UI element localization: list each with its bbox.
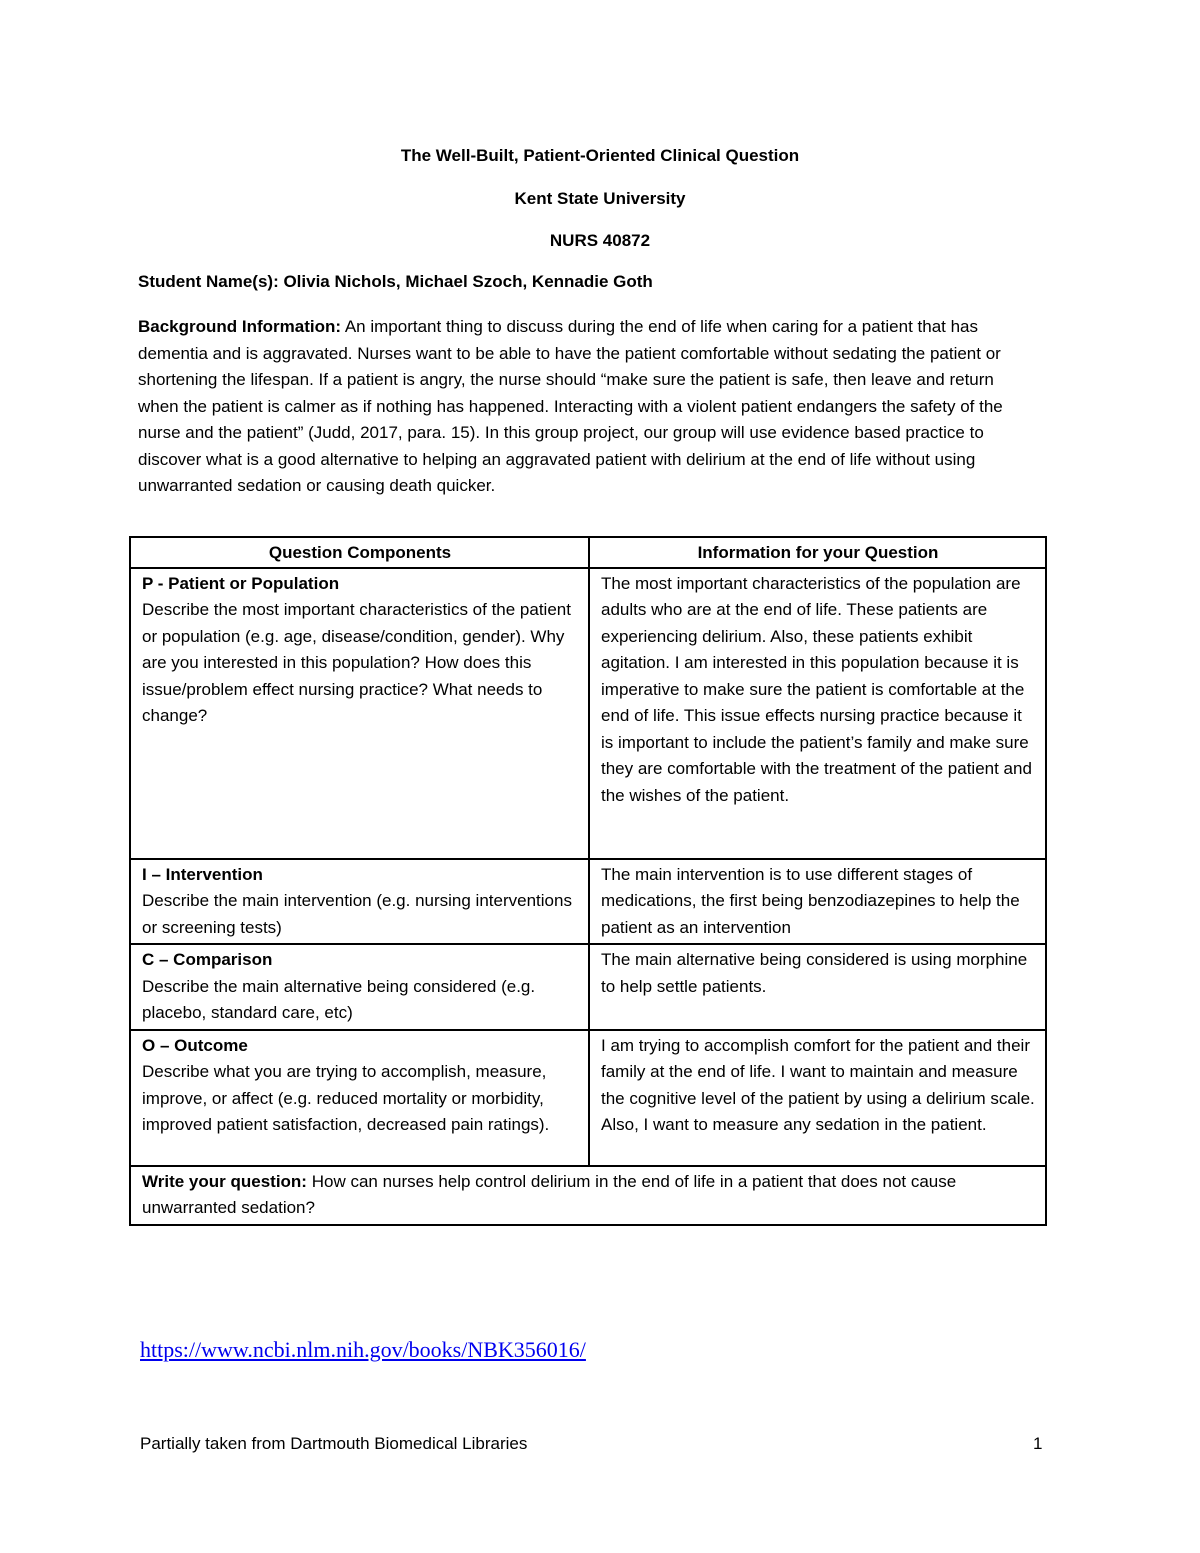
component-title: O – Outcome bbox=[142, 1035, 248, 1055]
table-row bbox=[130, 944, 1046, 1030]
question-row bbox=[130, 1166, 1046, 1225]
question-label: Write your question: bbox=[142, 1171, 307, 1191]
background-information bbox=[138, 314, 1038, 500]
answer-cell: The most important characteristics of the population are adults who are at the end of life. These patients are experiencing delirium. Also, these patients exhibit agitation. I am interested in this population because it is imperative to make sure the patient is comfortable at the end of life. This issue effects nursing practice because it is important to include the patient’s family and make sure they are comfortable with the treatment of the patient and the wishes of the patient. bbox=[589, 568, 1046, 859]
course-code: NURS 40872 bbox=[549, 231, 651, 250]
document-title: The Well-Built, Patient-Oriented Clinical Question bbox=[400, 146, 800, 165]
reference-link[interactable]: https://www.ncbi.nlm.nih.gov/books/NBK356016/ bbox=[140, 1337, 586, 1362]
student-names: Student Name(s): Olivia Nichols, Michael Szoch, Kennadie Goth bbox=[138, 272, 653, 291]
answer-cell: I am trying to accomplish comfort for the patient and their family at the end of life. I want to maintain and measure the cognitive level of the patient by using a delirium scale. Also, I want to measure any sedation in the patient. bbox=[589, 1030, 1046, 1166]
component-title: C – Comparison bbox=[142, 950, 273, 969]
component-cell bbox=[130, 1030, 589, 1166]
header-question-components: Question Components bbox=[130, 537, 589, 568]
footer-text: Partially taken from Dartmouth Biomedical Libraries bbox=[140, 1434, 528, 1453]
component-description: Describe the main intervention (e.g. nursing interventions or screening tests) bbox=[142, 891, 572, 937]
table-row bbox=[130, 859, 1046, 945]
table-header-row bbox=[130, 537, 1046, 568]
component-cell bbox=[130, 568, 589, 859]
component-cell bbox=[130, 859, 589, 945]
component-description: Describe the most important characteristics of the patient or population (e.g. age, disease/condition, gender). Why are you interested in this population? How does this issue/problem effect nursing practice? What needs to change? bbox=[142, 600, 571, 725]
component-cell bbox=[130, 944, 589, 1030]
table-row bbox=[130, 568, 1046, 859]
university-name: Kent State University bbox=[514, 189, 686, 208]
component-title: I – Intervention bbox=[142, 864, 263, 884]
table-row bbox=[130, 1030, 1046, 1166]
component-title: P - Patient or Population bbox=[142, 573, 340, 593]
background-text: An important thing to discuss during the end of life when caring for a patient that has dementia and is aggravated. Nurses want to be able to have the patient comfortable without sedating the patient or shortening the lifespan. If a patient is angry, the nurse should “make sure the patient is safe, then leave and return when the patient is calmer as if nothing has happened. Interacting with a violent patient endangers the safety of the nurse and the patient” (Judd, 2017, para. 15). In this group project, our group will use evidence based practice to discover what is a good alternative to helping an aggravated patient with delirium at the end of life without using unwarranted sedation or causing death quicker. bbox=[138, 317, 1003, 495]
page-number: 1 bbox=[1033, 1434, 1043, 1453]
question-text: How can nurses help control delirium in the end of life in a patient that does not cause unwarranted sedation? bbox=[142, 1171, 957, 1217]
header-information: Information for your Question bbox=[589, 537, 1046, 568]
component-description: Describe what you are trying to accomplish, measure, improve, or affect (e.g. reduced mortality or morbidity, improved patient satisfaction, decreased pain ratings). bbox=[142, 1062, 550, 1134]
answer-cell: The main alternative being considered is using morphine to help settle patients. bbox=[589, 944, 1046, 1030]
question-cell bbox=[130, 1166, 1046, 1225]
pico-table bbox=[129, 536, 1047, 1226]
component-description: Describe the main alternative being considered (e.g. placebo, standard care, etc) bbox=[142, 976, 536, 1022]
background-label: Background Information: bbox=[138, 317, 342, 336]
answer-cell: The main intervention is to use different stages of medications, the first being benzodiazepines to help the patient as an intervention bbox=[589, 859, 1046, 945]
